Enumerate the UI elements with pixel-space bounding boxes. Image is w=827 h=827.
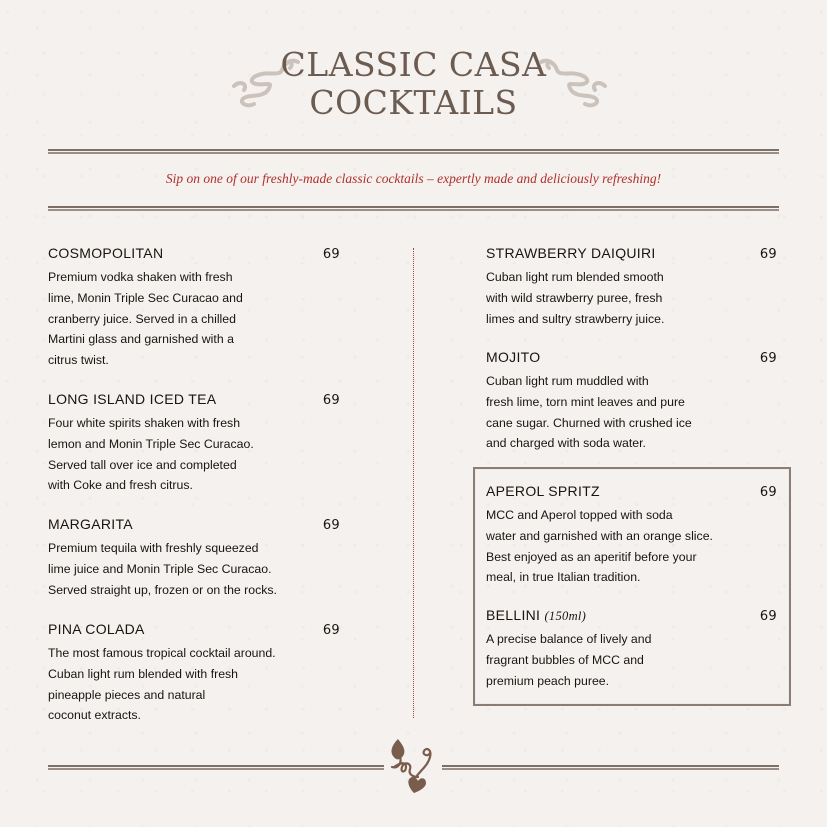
item-description	[486, 505, 777, 588]
desc-line: Cuban light rum muddled with	[486, 374, 649, 388]
item-name: STRAWBERRY DAIQUIRI	[486, 245, 656, 261]
menu-item-long-island-iced-tea	[48, 390, 340, 496]
menu-item-aperol-spritz	[486, 482, 777, 588]
desc-line: Cuban light rum blended smooth	[486, 270, 664, 284]
item-price: 69	[759, 247, 777, 262]
page-title	[0, 46, 827, 122]
item-name: APEROL SPRITZ	[486, 483, 600, 499]
menu-item-margarita	[48, 515, 340, 600]
desc-line: premium peach puree.	[486, 673, 610, 688]
desc-line: coconut extracts.	[48, 708, 141, 723]
item-description	[48, 413, 340, 496]
desc-line: Premium vodka shaken with fresh	[48, 270, 233, 284]
item-name: MARGARITA	[48, 516, 133, 532]
column-divider	[413, 248, 414, 718]
item-description	[48, 538, 340, 600]
item-name: MOJITO	[486, 349, 541, 365]
desc-line: fresh lime, torn mint leaves and pure	[486, 394, 685, 409]
item-name	[486, 606, 586, 625]
desc-line: lemon and Monin Triple Sec Curacao.	[48, 436, 254, 451]
menu-item-bellini	[486, 606, 777, 691]
desc-line: Served straight up, frozen or on the rocks.	[48, 582, 277, 597]
desc-line: The most famous tropical cocktail around.	[48, 646, 276, 660]
desc-line: lime, Monin Triple Sec Curacao and	[48, 290, 243, 305]
desc-line: water and garnished with an orange slice.	[486, 528, 713, 543]
desc-line: meal, in true Italian tradition.	[486, 570, 641, 585]
desc-line: cane sugar. Churned with crushed ice	[486, 415, 692, 430]
menu-item-cosmopolitan	[48, 244, 340, 371]
item-price: 69	[322, 393, 340, 408]
title-line-2: COCKTAILS	[309, 83, 518, 122]
desc-line: lime juice and Monin Triple Sec Curacao.	[48, 561, 272, 576]
item-description	[48, 267, 340, 371]
desc-line: Best enjoyed as an aperitif before your	[486, 549, 697, 564]
item-name: PINA COLADA	[48, 621, 145, 637]
menu-item-strawberry-daiquiri	[486, 244, 777, 329]
item-size-note: (150ml)	[544, 609, 587, 623]
item-description	[486, 371, 777, 454]
desc-line: Served tall over ice and completed	[48, 457, 237, 472]
vine-leaf-ornament-icon	[384, 737, 442, 797]
item-description	[48, 643, 340, 726]
header-divider-top	[48, 149, 779, 154]
item-description	[486, 267, 777, 329]
item-name-text: BELLINI	[486, 607, 541, 623]
desc-line: Premium tequila with freshly squeezed	[48, 541, 259, 555]
desc-line: A precise balance of lively and	[486, 632, 652, 646]
desc-line: citrus twist.	[48, 353, 109, 368]
item-price: 69	[759, 485, 777, 500]
item-name: COSMOPOLITAN	[48, 245, 164, 261]
header-divider-bottom	[48, 206, 779, 211]
desc-line: with Coke and fresh citrus.	[48, 478, 193, 493]
tagline: Sip on one of our freshly-made classic cocktails – expertly made and deliciously refreshing!	[165, 171, 662, 186]
desc-line: Four white spirits shaken with fresh	[48, 416, 241, 430]
title-line-1: CLASSIC CASA	[280, 45, 547, 84]
menu-item-pina-colada	[48, 620, 340, 726]
desc-line: fragrant bubbles of MCC and	[486, 652, 644, 667]
desc-line: and charged with soda water.	[486, 436, 646, 451]
item-price: 69	[759, 351, 777, 366]
desc-line: limes and sultry strawberry juice.	[486, 311, 665, 326]
item-price: 69	[322, 623, 340, 638]
desc-line: pineapple pieces and natural	[48, 687, 206, 702]
desc-line: MCC and Aperol topped with soda	[486, 508, 673, 522]
item-price: 69	[759, 609, 777, 624]
item-price: 69	[322, 247, 340, 262]
item-name: LONG ISLAND ICED TEA	[48, 391, 217, 407]
desc-line: cranberry juice. Served in a chilled	[48, 311, 236, 326]
desc-line: Cuban light rum blended with fresh	[48, 666, 239, 681]
desc-line: Martini glass and garnished with a	[48, 332, 234, 347]
item-description	[486, 629, 777, 691]
item-price: 69	[322, 518, 340, 533]
menu-item-mojito	[486, 348, 777, 454]
swirl-ornament-icon	[533, 50, 613, 116]
desc-line: with wild strawberry puree, fresh	[486, 290, 663, 305]
